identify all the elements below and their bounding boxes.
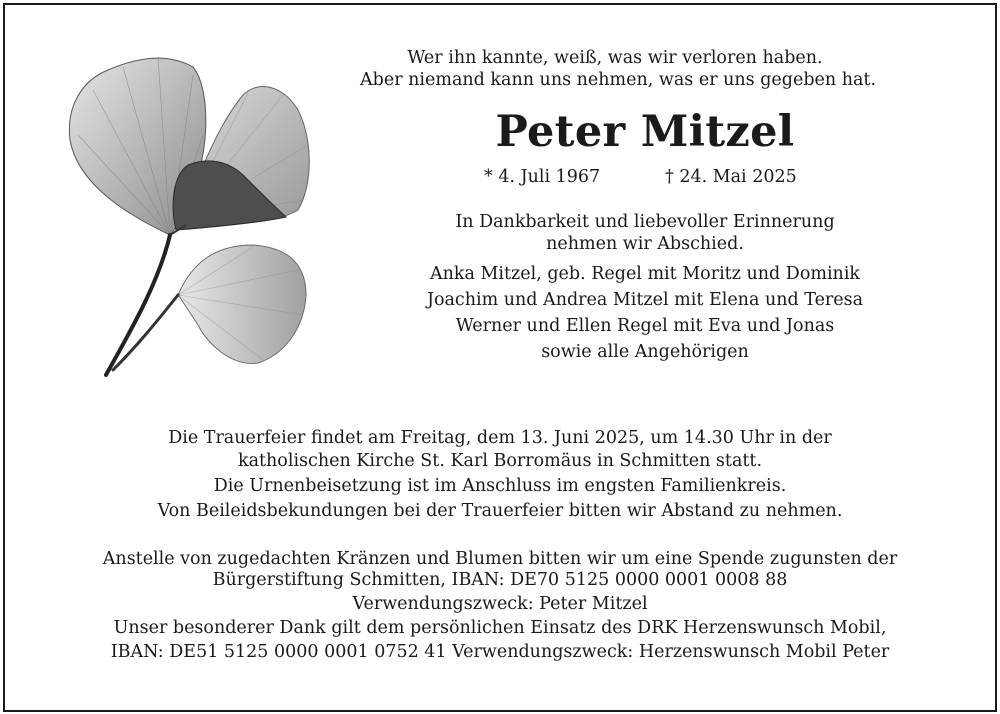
birth-date: * 4. Juli 1967 — [484, 167, 601, 187]
thanks-line: nehmen wir Abschied. — [546, 234, 744, 254]
donation-line: IBAN: DE51 5125 0000 0001 0752 41 Verwendungszweck: Herzenswunsch Mobil Peter — [110, 642, 890, 662]
info-line: katholischen Kirche St. Karl Borromäus in Schmitten statt. — [237, 451, 763, 471]
ginkgo-leaves-icon — [58, 45, 323, 385]
mourner-line: sowie alle Angehörigen — [541, 342, 749, 362]
mourner-line: Anka Mitzel, geb. Regel mit Moritz und Dominik — [429, 264, 861, 284]
info-line: Von Beileidsbekundungen bei der Trauerfeier bitten wir Abstand zu nehmen. — [157, 501, 843, 521]
death-date: † 24. Mai 2025 — [665, 167, 797, 187]
verse — [360, 47, 877, 91]
mourners-list — [360, 261, 930, 365]
info-line: Die Trauerfeier findet am Freitag, dem 13. Juni 2025, um 14.30 Uhr in der — [168, 428, 832, 448]
deceased-name: Peter Mitzel — [495, 107, 795, 157]
mourner-line: Werner und Ellen Regel mit Eva und Jonas — [455, 316, 835, 336]
mourner-line: Joachim und Andrea Mitzel mit Elena und Teresa — [426, 290, 864, 310]
funeral-info — [0, 427, 1000, 523]
donation-line: Bürgerstiftung Schmitten, IBAN: DE70 5125 0000 0001 0008 88 — [212, 570, 788, 590]
verse-line: Aber niemand kann uns nehmen, was er uns gegeben hat. — [360, 70, 877, 90]
thanks-line: In Dankbarkeit und liebevoller Erinnerung — [455, 212, 835, 232]
donation-line: Anstelle von zugedachten Kränzen und Blumen bitten wir um eine Spende zugunsten der — [102, 549, 898, 569]
info-line: Die Urnenbeisetzung ist im Anschluss im engsten Familienkreis. — [213, 476, 787, 496]
thanks-text — [360, 211, 930, 255]
donation-line: Verwendungszweck: Peter Mitzel — [352, 594, 648, 614]
donation-line: Unser besonderer Dank gilt dem persönlichen Einsatz des DRK Herzenswunsch Mobil, — [113, 618, 887, 638]
donation-info — [0, 547, 1000, 664]
verse-line: Wer ihn kannte, weiß, was wir verloren haben. — [407, 48, 823, 68]
